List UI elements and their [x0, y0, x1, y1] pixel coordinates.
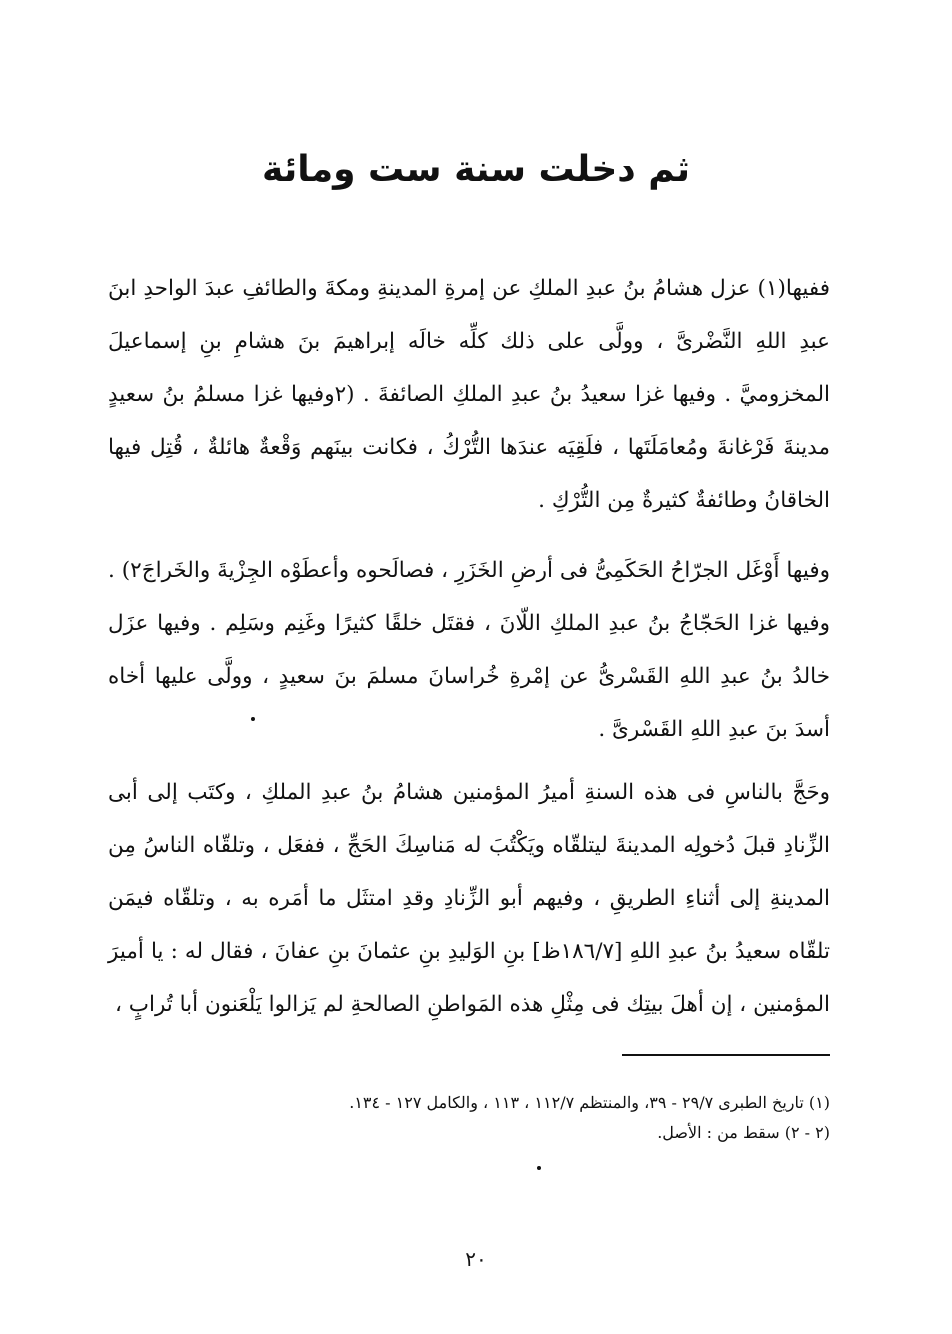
paragraph-3: [108, 766, 830, 1031]
footnotes: [170, 1088, 830, 1148]
chapter-title: ثم دخلت سنة ست ومائة: [261, 149, 691, 190]
ink-speck: [251, 717, 255, 721]
page-number: ٢٠: [465, 1247, 487, 1271]
footnote-2: (٢ - ٢) سقط من : الأصل.: [657, 1123, 830, 1142]
paragraph-2: [108, 544, 830, 756]
ink-speck: [537, 1166, 541, 1170]
footnote-separator: [622, 1054, 830, 1056]
paragraph-text: ففيها(١) عزل هشامُ بنُ عبدِ الملكِ عن إمرةِ المدينةِ ومكةَ والطائفِ عبدَ الواحدِ ابنَ عبدِ اللهِ النَّضْرىَّ ، وولَّى على ذلك كلِّه خالَه إبراهيمَ بنَ هشامِ بنِ إسماعيلَ المخزوميَّ . وفيها غزا سعيدُ بنُ عبدِ الملكِ الصائفةَ . (٢وفيها غزا مسلمُ بنُ سعيدٍ مدينةَ فَرْغانةَ ومُعامَلَتَها ، فلَقِيَه عندَها التُّرْكُ ، فكانت بينَهم وَقْعةٌ هائلةٌ ، قُتِل فيها الخاقانُ وطائفةٌ كثيرةٌ مِن التُّرْكِ .: [108, 276, 830, 513]
paragraph-text: وفيها أَوْغَل الجرّاحُ الحَكَمِىُّ فى أرضِ الخَزَرِ ، فصالَحوه وأعطَوْه الجِزْيةَ والخَراجَ٢) . وفيها غزا الحَجّاجُ بنُ عبدِ الملكِ اللّانَ ، فقتَل خلقًا كثيرًا وغَنِم وسَلِم . وفيها عزَل خالدُ بنُ عبدِ اللهِ القَسْرىُّ عن إمْرةِ خُراسانَ مسلمَ بنَ سعيدٍ ، وولَّى عليها أخاه أسدَ بنَ عبدِ اللهِ القَسْرىَّ .: [108, 558, 830, 742]
footnote-1: (١) تاريخ الطبرى ٢٩/٧ - ٣٩، والمنتظم ١١٢/٧ ، ١١٣ ، والكامل ١٢٧ - ١٣٤.: [349, 1093, 830, 1112]
paragraph-1: [108, 262, 830, 527]
paragraph-text: وحَجَّ بالناسِ فى هذه السنةِ أميرُ المؤمنين هشامُ بنُ عبدِ الملكِ ، وكتَب إلى أبى الزِّنادِ قبلَ دُخولِه المدينةَ ليتلقّاه ويَكْتُبَ له مَناسِكَ الحَجِّ ، ففعَل ، وتلقّاه الناسُ مِن المدينةِ إلى أثناءِ الطريقِ ، وفيهم أبو الزِّنادِ وقدِ امتثَل ما أمَره به ، وتلقّاه فيمَن تلقّاه سعيدُ بنُ عبدِ اللهِ [١٨٦/٧ظ] بنِ الوَليدِ بنِ عثمانَ بنِ عفانَ ، فقال له : يا أميرَ المؤمنين ، إن أهلَ بيتِك فى مِثْلِ هذه المَواطنِ الصالحةِ لم يَزالوا يَلْعَنون أبا تُرابٍ ،: [108, 780, 830, 1017]
